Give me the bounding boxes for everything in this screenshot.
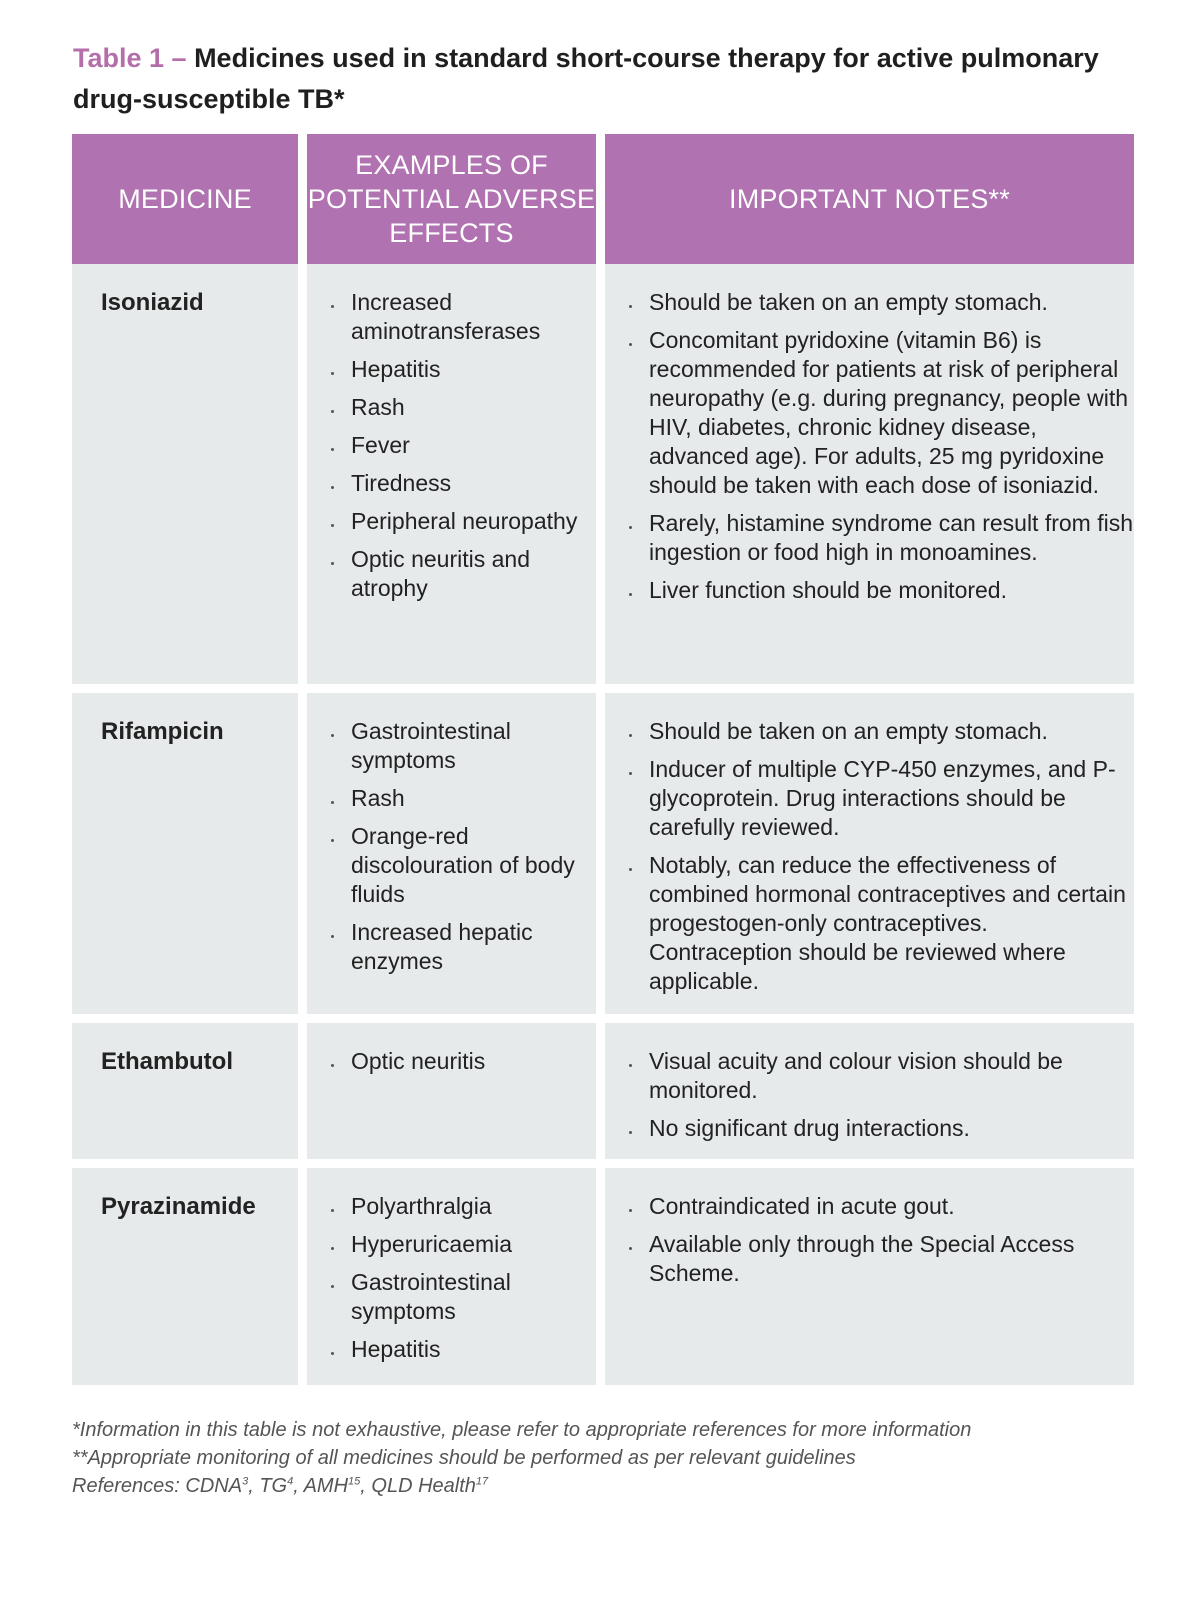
adverse-effect-item: Optic neuritis bbox=[307, 1047, 596, 1076]
notes-cell bbox=[605, 1168, 1134, 1385]
adverse-effects-list bbox=[307, 1192, 596, 1364]
adverse-effects-list bbox=[307, 717, 596, 976]
adverse-effect-item: Hyperuricaemia bbox=[307, 1230, 596, 1259]
reference-number: 3 bbox=[242, 1475, 249, 1488]
reference-name: AMH bbox=[303, 1475, 349, 1497]
footnotes bbox=[72, 1416, 1152, 1500]
adverse-effect-item: Gastrointestinal symptoms bbox=[307, 717, 596, 775]
adverse-effect-item: Rash bbox=[307, 784, 596, 813]
note-item: Notably, can reduce the effectiveness of combined hormonal contraceptives and certain progestogen-only contraceptives. Contraception should be reviewed where applicable. bbox=[605, 851, 1134, 996]
adverse-effect-item: Increased hepatic enzymes bbox=[307, 918, 596, 976]
notes-list bbox=[605, 717, 1134, 996]
reference-item bbox=[259, 1475, 293, 1497]
note-item: Available only through the Special Access Scheme. bbox=[605, 1230, 1134, 1288]
reference-name: QLD Health bbox=[371, 1475, 476, 1497]
note-item: Concomitant pyridoxine (vitamin B6) is recommended for patients at risk of peripheral neuropathy (e.g. during pregnancy, people with HIV, diabetes, chronic kidney disease, advanced age). For adults, 25 mg pyridoxine should be taken with each dose of isoniazid. bbox=[605, 326, 1134, 500]
notes-list bbox=[605, 288, 1134, 605]
table-header-row bbox=[72, 134, 1134, 264]
table-number-label: Table 1 – bbox=[73, 43, 195, 73]
reference-item bbox=[371, 1475, 488, 1497]
note-item: Inducer of multiple CYP-450 enzymes, and P-glycoprotein. Drug interactions should be carefully reviewed. bbox=[605, 755, 1134, 842]
adverse-effect-item: Peripheral neuropathy bbox=[307, 507, 596, 536]
adverse-effects-cell bbox=[307, 1168, 596, 1385]
reference-number: 4 bbox=[287, 1475, 294, 1488]
note-item: Liver function should be monitored. bbox=[605, 576, 1134, 605]
table-title bbox=[73, 38, 1133, 120]
notes-cell bbox=[605, 264, 1134, 684]
notes-list bbox=[605, 1192, 1134, 1288]
footnote-monitoring: **Appropriate monitoring of all medicines should be performed as per relevant guidelines bbox=[72, 1447, 856, 1469]
references-prefix: References: bbox=[72, 1475, 186, 1497]
note-item: Visual acuity and colour vision should be monitored. bbox=[605, 1047, 1134, 1105]
references bbox=[72, 1472, 1152, 1500]
reference-number: 15 bbox=[348, 1475, 361, 1488]
note-item: Should be taken on an empty stomach. bbox=[605, 288, 1134, 317]
adverse-effect-item: Hepatitis bbox=[307, 355, 596, 384]
medicine-name: Ethambutol bbox=[72, 1023, 298, 1159]
adverse-effects-cell bbox=[307, 693, 596, 1014]
header-medicine: MEDICINE bbox=[72, 134, 298, 264]
table-title-text: Medicines used in standard short-course therapy for active pulmonary drug-susceptible TB* bbox=[73, 43, 1099, 114]
note-item: Should be taken on an empty stomach. bbox=[605, 717, 1134, 746]
adverse-effect-item: Orange-red discolouration of body fluids bbox=[307, 822, 596, 909]
table-row bbox=[72, 693, 1134, 1014]
reference-name: CDNA bbox=[185, 1475, 243, 1497]
medicine-name: Pyrazinamide bbox=[72, 1168, 298, 1385]
table-row bbox=[72, 1168, 1134, 1385]
adverse-effect-item: Rash bbox=[307, 393, 596, 422]
note-item: Rarely, histamine syndrome can result from fish ingestion or food high in monoamines. bbox=[605, 509, 1134, 567]
adverse-effect-item: Gastrointestinal symptoms bbox=[307, 1268, 596, 1326]
references-list: CDNA$^3$, $TG^4$, AMH$^{15}$, QLD Health$^{17}$ bbox=[185, 1475, 489, 1497]
reference-item bbox=[304, 1475, 361, 1497]
notes-cell bbox=[605, 1023, 1134, 1159]
table-row bbox=[72, 264, 1134, 684]
adverse-effect-item: Fever bbox=[307, 431, 596, 460]
header-adverse-effects: EXAMPLES OF POTENTIAL ADVERSE EFFECTS bbox=[307, 134, 596, 264]
header-important-notes: IMPORTANT NOTES** bbox=[605, 134, 1134, 264]
reference-number: 17 bbox=[475, 1475, 489, 1488]
medicines-table bbox=[72, 134, 1134, 1394]
reference-name: TG bbox=[259, 1475, 288, 1497]
notes-list bbox=[605, 1047, 1134, 1143]
note-item: No significant drug interactions. bbox=[605, 1114, 1134, 1143]
notes-cell bbox=[605, 693, 1134, 1014]
adverse-effect-item: Tiredness bbox=[307, 469, 596, 498]
adverse-effect-item: Polyarthralgia bbox=[307, 1192, 596, 1221]
medicine-name: Rifampicin bbox=[72, 693, 298, 1014]
table-row bbox=[72, 1023, 1134, 1159]
reference-item bbox=[185, 1475, 248, 1497]
adverse-effects-cell bbox=[307, 264, 596, 684]
adverse-effects-list bbox=[307, 1047, 596, 1076]
adverse-effects-list bbox=[307, 288, 596, 603]
adverse-effects-cell bbox=[307, 1023, 596, 1159]
footnote-not-exhaustive: *Information in this table is not exhaustive, please refer to appropriate references for more information bbox=[72, 1419, 972, 1441]
adverse-effect-item: Increased aminotransferases bbox=[307, 288, 596, 346]
note-item: Contraindicated in acute gout. bbox=[605, 1192, 1134, 1221]
adverse-effect-item: Hepatitis bbox=[307, 1335, 596, 1364]
adverse-effect-item: Optic neuritis and atrophy bbox=[307, 545, 596, 603]
medicine-name: Isoniazid bbox=[72, 264, 298, 684]
